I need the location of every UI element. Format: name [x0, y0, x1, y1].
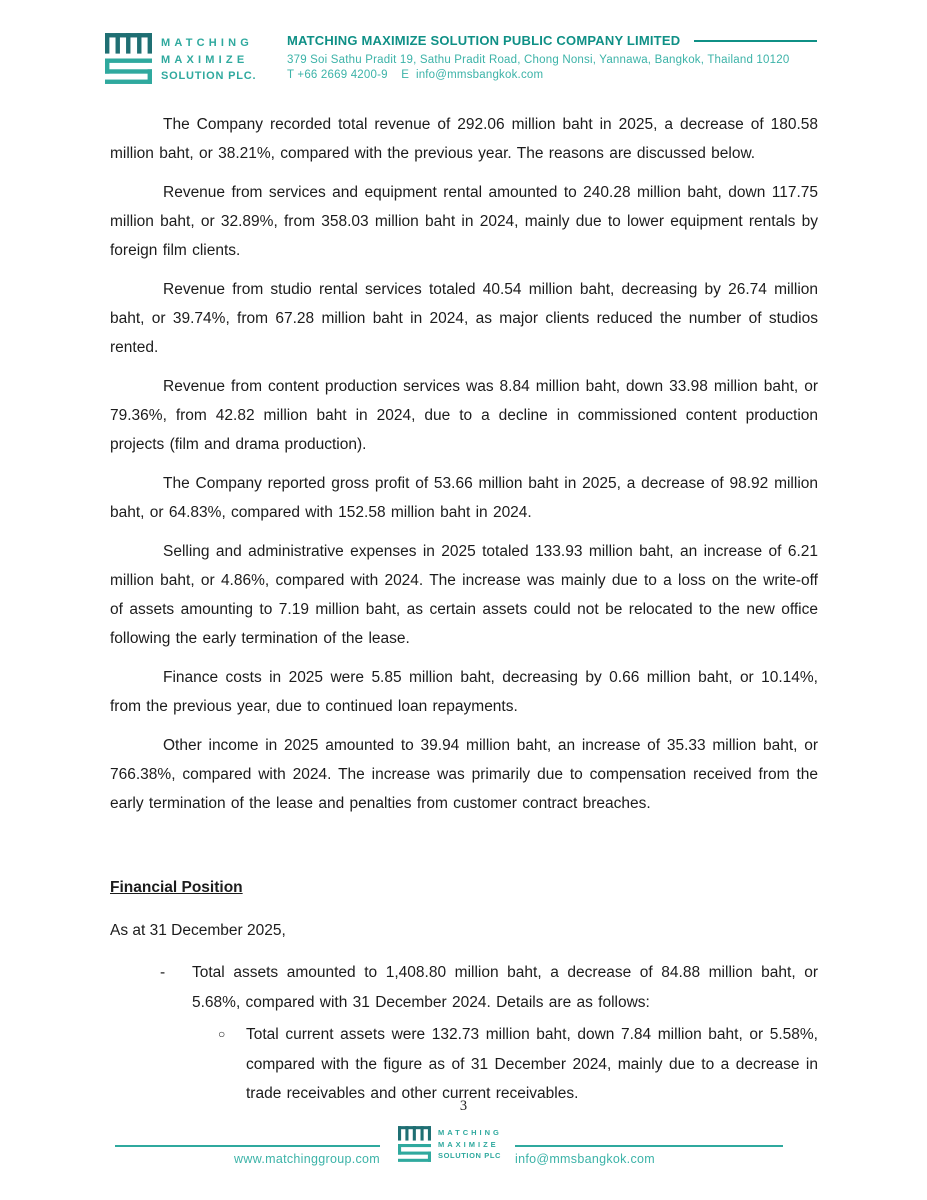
- logo-wordmark: [161, 35, 279, 85]
- company-name: MATCHING MAXIMIZE SOLUTION PUBLIC COMPANY LIMITED: [287, 33, 681, 48]
- header-rule: [694, 40, 817, 42]
- as-at-date-line: As at 31 December 2025,: [110, 922, 286, 939]
- paragraph-services-equipment-rental: Revenue from services and equipment rental amounted to 240.28 million baht, down 117.75 million baht, or 32.89%, from 358.03 million baht in 2024, mainly due to lower equipment rentals by foreign film clients.: [110, 184, 818, 259]
- mms-logo-icon: [105, 33, 152, 89]
- footer-logo-wordmark: [438, 1127, 524, 1162]
- company-address: 379 Soi Sathu Pradit 19, Sathu Pradit Road, Chong Nonsi, Yannawa, Bangkok, Thailand 10120: [287, 54, 790, 66]
- logo-word-solution: SOLUTION PLC.: [161, 70, 257, 82]
- list-item-total-assets: [110, 958, 818, 1017]
- paragraph-other-income: Other income in 2025 amounted to 39.94 million baht, an increase of 35.33 million baht, or 766.38%, compared with 2024. The increase was primarily due to compensation received from the early termination of the lease and penalties from customer contract breaches.: [110, 737, 818, 812]
- paragraph-finance-costs: Finance costs in 2025 were 5.85 million baht, decreasing by 0.66 million baht, or 10.14%, from the previous year, due to continued loan repayments.: [110, 669, 818, 715]
- footer-website: www.matchinggroup.com: [234, 1152, 380, 1166]
- document-body: [110, 110, 818, 1109]
- footer-rule-right: [515, 1145, 783, 1147]
- logo-word-maximize: MAXIMIZE: [438, 1139, 499, 1149]
- header-company-block: [287, 33, 819, 81]
- paragraph-total-revenue: The Company recorded total revenue of 292.06 million baht in 2025, a decrease of 180.58 million baht, or 38.21%, compared with the previous year. The reasons are discussed below.: [110, 116, 818, 162]
- page-header: [105, 33, 819, 89]
- mms-logo-icon: [398, 1126, 431, 1167]
- list-item-text: Total assets amounted to 1,408.80 million baht, a decrease of 84.88 million baht, or 5.68%, compared with 31 December 2024. Details are as follows:: [192, 964, 818, 1011]
- section-heading-financial-position: Financial Position: [110, 879, 243, 896]
- dash-bullet-icon: -: [160, 964, 166, 981]
- circle-bullet-icon: ○: [218, 1027, 226, 1041]
- list-item-total-current-assets: [110, 1020, 818, 1109]
- logo-word-solution: SOLUTION PLC: [438, 1151, 502, 1160]
- paragraph-studio-rental: Revenue from studio rental services totaled 40.54 million baht, decreasing by 26.74 million baht, or 39.74%, from 67.28 million baht in 2024, as major clients reduced the number of studios rented.: [110, 281, 818, 356]
- footer-email: info@mmsbangkok.com: [515, 1152, 655, 1166]
- footer-logo: [398, 1126, 524, 1167]
- paragraph-gross-profit: The Company reported gross profit of 53.66 million baht in 2025, a decrease of 98.92 million baht, or 64.83%, compared with 152.58 million baht in 2024.: [110, 475, 818, 521]
- logo-word-maximize: MAXIMIZE: [161, 53, 249, 66]
- footer-rule-left: [115, 1145, 380, 1147]
- company-contact: T +66 2669 4200-9 E info@mmsbangkok.com: [287, 69, 544, 81]
- paragraph-admin-expenses: Selling and administrative expenses in 2025 totaled 133.93 million baht, an increase of 6.21 million baht, or 4.86%, compared with 2024. The increase was mainly due to a loss on the write-off of assets amounting to 7.19 million baht, as certain assets could not be relocated to the new office following the early termination of the lease.: [110, 543, 818, 647]
- paragraph-content-production: Revenue from content production services was 8.84 million baht, down 33.98 million baht, or 79.36%, from 42.82 million baht in 2024, due to a decline in commissioned content production projects (film and drama production).: [110, 378, 818, 453]
- logo-word-matching: MATCHING: [161, 37, 254, 49]
- list-item-text: Total current assets were 132.73 million baht, down 7.84 million baht, or 5.58%, compared with the figure as of 31 December 2024, mainly due to a decrease in trade receivables and other current receivables.: [246, 1026, 818, 1102]
- page-number: 3: [459, 1098, 468, 1114]
- logo-word-matching: MATCHING: [438, 1128, 502, 1137]
